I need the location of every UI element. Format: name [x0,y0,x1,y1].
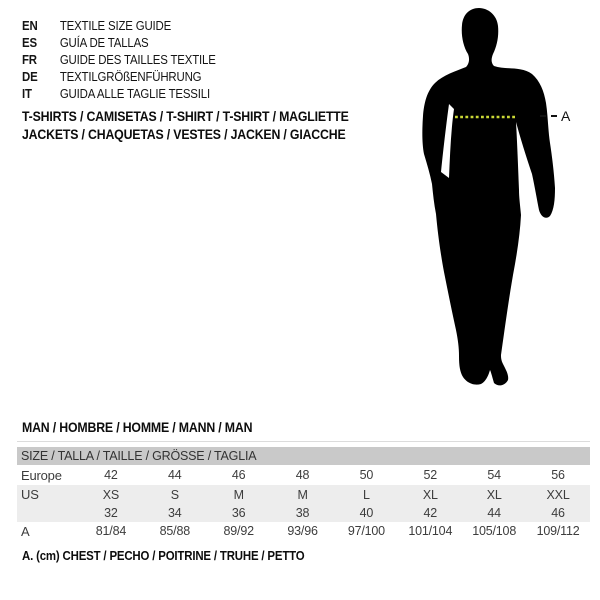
size-cell: 46 [551,506,565,520]
size-cell: 36 [231,506,246,520]
man-silhouette-svg [418,4,563,394]
table-row-numeric [17,504,590,522]
man-silhouette [418,4,563,394]
size-cell: 32 [104,506,118,520]
size-cell: 105/108 [472,524,517,538]
language-row-fr [22,51,216,68]
table-row-chest [17,522,590,540]
language-row-de [22,68,216,85]
size-cell: 42 [423,506,438,520]
language-list [22,17,242,102]
size-cell: 34 [168,506,182,520]
language-row-es [22,34,216,51]
language-code: IT [22,86,32,101]
size-cell: 44 [487,506,501,520]
language-code: FR [22,52,37,67]
size-cell: XL [486,487,502,502]
category-line-tshirts: T-SHIRTS / CAMISETAS / T-SHIRT / T-SHIRT / MAGLIETTE [22,108,349,124]
size-cell: 50 [359,468,374,482]
size-table [17,441,590,540]
size-cell: 93/96 [287,524,318,538]
size-cell: XL [422,487,438,502]
language-label: GUIDA ALLE TAGLIE TESSILI [59,86,210,101]
section-title-man: MAN / HOMBRE / HOMME / MANN / MAN [22,419,253,435]
size-cell: M [233,487,244,502]
table-row-europe [17,465,590,485]
language-label: TEXTILGRÖßENFÜHRUNG [59,69,202,84]
size-table-header [17,447,590,465]
size-cell: 101/104 [408,524,453,538]
row-label: US [21,487,39,502]
language-code: EN [22,18,38,33]
language-row-en [22,17,216,34]
size-cell: 56 [551,468,565,482]
table-row-us [17,485,590,504]
size-cell: 97/100 [347,524,385,538]
size-cell: M [297,487,308,502]
language-code: DE [22,69,38,84]
row-label: Europe [21,467,62,483]
size-cell: 46 [231,468,246,482]
language-label: GUIDE DES TAILLES TEXTILE [59,52,216,67]
language-row-it [22,85,216,102]
category-line-jackets: JACKETS / CHAQUETAS / VESTES / JACKEN / GIACCHE [22,126,346,142]
size-cell: 40 [359,506,374,520]
size-cell: 44 [168,468,182,482]
language-label: TEXTILE SIZE GUIDE [59,18,172,33]
footnote-chest: A. (cm) CHEST / PECHO / POITRINE / TRUHE / PETTO [22,548,305,563]
size-cell: 89/92 [223,524,254,538]
size-cell: 48 [295,468,310,482]
size-cell: XXL [546,487,570,502]
size-cell: 85/88 [159,524,190,538]
size-cell: 52 [423,468,438,482]
size-cell: XS [102,487,120,502]
language-label: GUÍA DE TALLAS [59,35,149,50]
size-cell: 54 [487,468,501,482]
size-table-header-label: SIZE / TALLA / TAILLE / GRÖSSE / TAGLIA [21,449,257,463]
size-cell: S [170,487,179,502]
size-cell: 42 [104,468,118,482]
measure-label-a: A [561,108,571,124]
measure-pointer-line [540,115,557,117]
language-code: ES [22,35,37,50]
size-cell: 38 [295,506,310,520]
size-cell: 81/84 [95,524,127,538]
size-cell: 109/112 [536,524,580,538]
row-label: A [21,523,30,539]
size-cell: L [363,487,370,502]
